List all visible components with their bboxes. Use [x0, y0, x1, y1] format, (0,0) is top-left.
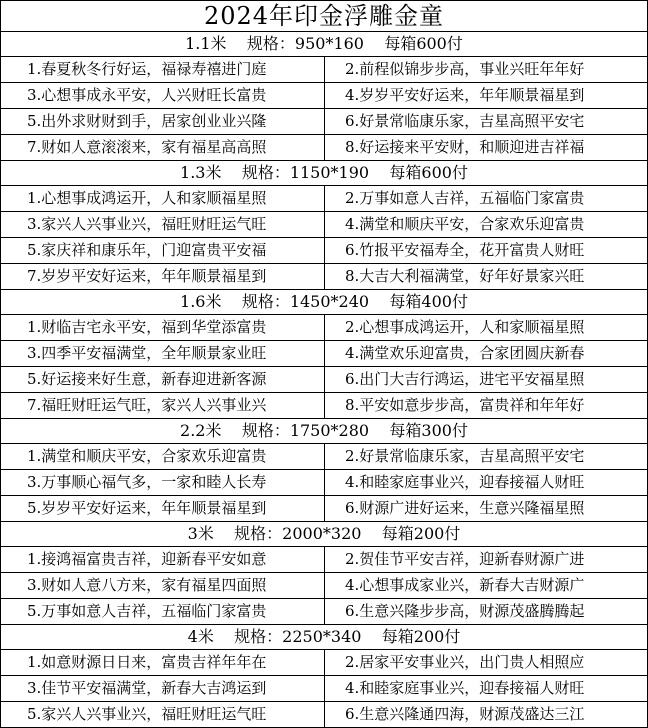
- couplet-item: 6.出门大吉行鸿运，进宅平安福星照: [324, 367, 647, 392]
- couplet-item: 4.和睦家庭事业兴，迎春接福人财旺: [324, 470, 647, 495]
- couplet-item: 8.平安如意步步高，富贵祥和年年好: [324, 393, 647, 418]
- couplet-item: 3.财如人意八方来，家有福星四面照: [27, 576, 267, 594]
- couplet-row: [1, 547, 647, 573]
- section-header: 2.2米 规格：1750*280 每箱300付: [1, 419, 647, 444]
- couplet-item: 1.满堂和顺庆平安，合家欢乐迎富贵: [27, 447, 267, 465]
- couplet-row: [1, 57, 647, 83]
- couplet-item: 2.前程似锦步步高，事业兴旺年年好: [324, 57, 647, 82]
- couplet-item: 7.岁岁平安好运来，年年顺景福星到: [27, 267, 267, 285]
- couplet-item: 3.心想事成永平安，人兴财旺长富贵: [27, 86, 267, 104]
- couplet-item: 2.贺佳节平安吉祥，迎新春财源广进: [324, 547, 647, 572]
- couplet-item: 4.岁岁平安好运来，年年顺景福星到: [324, 83, 647, 108]
- couplet-item: 5.岁岁平安好运来，年年顺景福星到: [27, 499, 267, 517]
- couplet-item: 5.家庆祥和康乐年，门迎富贵平安福: [27, 241, 267, 259]
- couplet-item: 5.家兴人兴事业兴，福旺财旺运气旺: [27, 705, 267, 723]
- section-header: 3米 规格：2000*320 每箱200付: [1, 522, 647, 547]
- couplet-row: [1, 702, 647, 727]
- couplet-item: 5.万事如意人吉祥，五福临门家富贵: [27, 602, 267, 620]
- couplet-item: 6.好景常临康乐家，吉星高照平安宅: [324, 109, 647, 134]
- couplet-item: 3.四季平安福满堂，全年顺景家业旺: [27, 344, 267, 362]
- couplet-item: 3.佳节平安福满堂，新春大吉鸿运到: [27, 679, 267, 697]
- couplet-row: [1, 315, 647, 341]
- couplet-row: [1, 496, 647, 522]
- couplet-item: 2.心想事成鸿运开，人和家顺福星照: [324, 315, 647, 340]
- section-header: 4米 规格：2250*340 每箱200付: [1, 625, 647, 650]
- couplet-item: 4.满堂欢乐迎富贵，合家团圆庆新春: [324, 341, 647, 366]
- couplet-item: 1.心想事成鸿运开，人和家顺福星照: [27, 189, 267, 207]
- couplet-row: [1, 238, 647, 264]
- couplet-row: [1, 135, 647, 161]
- couplet-item: 1.财临吉宅永平安，福到华堂添富贵: [27, 318, 267, 336]
- couplet-row: [1, 264, 647, 290]
- section-header: 1.6米 规格：1450*240 每箱400付: [1, 290, 647, 315]
- couplet-row: [1, 599, 647, 625]
- couplet-item: 4.和睦家庭事业兴，迎春接福人财旺: [324, 676, 647, 701]
- couplet-item: 2.居家平安事业兴，出门贵人相照应: [324, 650, 647, 675]
- couplet-item: 6.财源广进好运来，生意兴隆福星照: [324, 496, 647, 521]
- couplet-item: 2.好景常临康乐家，吉星高照平安宅: [324, 444, 647, 469]
- couplet-item: 6.生意兴隆通四海，财源茂盛达三江: [324, 702, 647, 727]
- couplet-row: [1, 367, 647, 393]
- couplet-item: 3.家兴人兴事业兴，福旺财旺运气旺: [27, 215, 267, 233]
- couplet-row: [1, 83, 647, 109]
- couplet-item: 1.如意财源日日来，富贵吉祥年年在: [27, 653, 267, 671]
- couplet-row: [1, 186, 647, 212]
- couplet-item: 4.心想事成家业兴，新春大吉财源广: [324, 573, 647, 598]
- couplet-item: 5.出外求财财到手，居家创业业兴隆: [27, 112, 267, 130]
- couplet-row: [1, 341, 647, 367]
- couplet-row: [1, 573, 647, 599]
- sheet-title: 2024年印金浮雕金童: [1, 1, 647, 32]
- couplet-item: 8.大吉大利福满堂，好年好景家兴旺: [324, 264, 647, 289]
- couplet-item: 7.财如人意滚滚来，家有福星高高照: [27, 138, 267, 156]
- couplet-row: [1, 470, 647, 496]
- couplet-item: 6.生意兴隆步步高，财源茂盛腾腾起: [324, 599, 647, 624]
- couplet-item: 3.万事顺心福气多，一家和睦人长寿: [27, 473, 267, 491]
- couplet-item: 1.春夏秋冬行好运，福禄寿禧进门庭: [27, 60, 267, 78]
- couplet-item: 6.竹报平安福寿全，花开富贵人财旺: [324, 238, 647, 263]
- sections-container: [1, 32, 647, 727]
- couplet-item: 2.万事如意人吉祥，五福临门家富贵: [324, 186, 647, 211]
- couplet-item: 5.好运接来好生意，新春迎进新客源: [27, 370, 267, 388]
- couplet-row: [1, 650, 647, 676]
- section-header: 1.3米 规格：1150*190 每箱600付: [1, 161, 647, 186]
- section-header: 1.1米 规格：950*160 每箱600付: [1, 32, 647, 57]
- couplet-row: [1, 676, 647, 702]
- couplet-row: [1, 212, 647, 238]
- couplet-row: [1, 393, 647, 419]
- couplet-item: 1.接鸿福富贵吉祥，迎新春平安如意: [27, 550, 267, 568]
- couplet-item: 8.好运接来平安财，和顺迎进吉祥福: [324, 135, 647, 160]
- couplet-row: [1, 444, 647, 470]
- couplet-item: 7.福旺财旺运气旺，家兴人兴事业兴: [27, 396, 267, 414]
- couplet-row: [1, 109, 647, 135]
- couplet-item: 4.满堂和顺庆平安，合家欢乐迎富贵: [324, 212, 647, 237]
